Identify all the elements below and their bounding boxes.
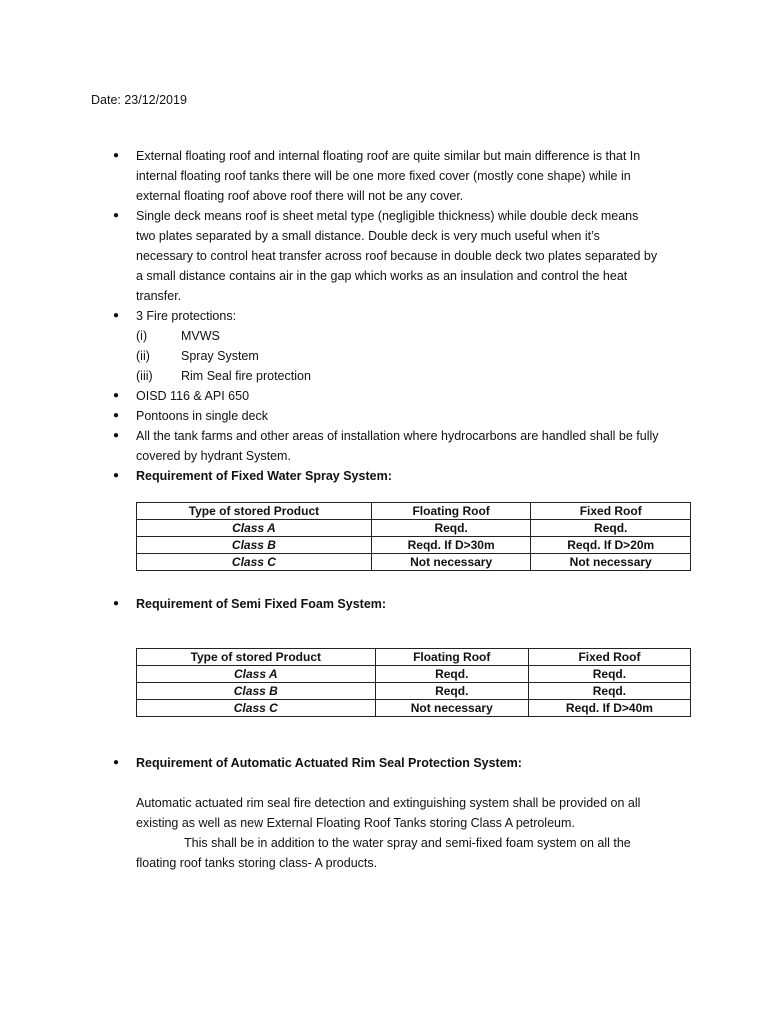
list-item (0, 594, 768, 614)
bullet-icon: ● (113, 390, 120, 401)
fixed-water-spray-table (136, 502, 691, 571)
table-cell: Reqd. (528, 683, 690, 700)
list-item (0, 753, 768, 773)
table-cell: Class B (137, 683, 376, 700)
section-heading: Requirement of Fixed Water Spray System: (136, 469, 392, 483)
list-item-text: All the tank farms and other areas of installation where hydrocarbons are handled shall be fully covered by hydrant System. (136, 429, 659, 463)
column-header: Fixed Roof (531, 503, 691, 520)
sub-list-item (0, 366, 768, 386)
table-header-row (137, 503, 691, 520)
table-cell: Not necessary (375, 700, 528, 717)
bullet-icon: ● (113, 210, 120, 221)
column-header: Floating Roof (375, 649, 528, 666)
bullet-icon: ● (113, 430, 120, 441)
list-item (0, 306, 768, 326)
table-cell: Reqd. (531, 520, 691, 537)
table-cell: Not necessary (371, 554, 531, 571)
sub-list-item (0, 346, 768, 366)
table-cell: Class A (137, 520, 372, 537)
paragraph-line: This shall be in addition to the water spray and semi-fixed foam system on all the (184, 836, 631, 850)
sub-list-number: (ii) (136, 349, 150, 363)
table-cell: Reqd. If D>20m (531, 537, 691, 554)
section-heading: Requirement of Semi Fixed Foam System: (136, 597, 387, 611)
paragraph-line: existing as well as new External Floating Roof Tanks storing Class A petroleum. (136, 816, 575, 830)
table-header-row (137, 649, 691, 666)
bullet-icon: ● (113, 598, 120, 609)
sub-list-text: Spray System (181, 349, 259, 363)
table-cell: Class C (137, 554, 372, 571)
bullet-icon: ● (113, 150, 120, 161)
bullet-icon: ● (113, 310, 120, 321)
column-header: Floating Roof (371, 503, 531, 520)
sub-list-text: Rim Seal fire protection (181, 369, 311, 383)
bullet-icon: ● (113, 470, 120, 481)
table-cell: Reqd. (375, 666, 528, 683)
table-row (137, 537, 691, 554)
table-cell: Class C (137, 700, 376, 717)
list-item-text: 3 Fire protections: (136, 309, 237, 323)
bullet-icon: ● (113, 410, 120, 421)
list-item (0, 426, 768, 466)
paragraph-line: floating roof tanks storing class- A products. (136, 856, 378, 870)
column-header: Fixed Roof (528, 649, 690, 666)
list-item (0, 386, 768, 406)
table-cell: Class B (137, 537, 372, 554)
sub-list-number: (iii) (136, 369, 153, 383)
document-date: Date: 23/12/2019 (91, 93, 187, 107)
table-row (137, 520, 691, 537)
table-row (137, 666, 691, 683)
table-row (137, 683, 691, 700)
semi-fixed-foam-table (136, 648, 691, 717)
table-cell: Class A (137, 666, 376, 683)
paragraph-line: Automatic actuated rim seal fire detection and extinguishing system shall be provided on all (136, 796, 641, 810)
column-header: Type of stored Product (137, 503, 372, 520)
table-cell: Reqd. (528, 666, 690, 683)
sub-list-item (0, 326, 768, 346)
sub-list-number: (i) (136, 329, 148, 343)
list-item (0, 406, 768, 426)
list-item-text: External floating roof and internal floating roof are quite similar but main difference is that In internal floating roof tanks there will be one more fixed cover (mostly cone shape) while in external floating roof above roof there will not be any cover. (136, 149, 641, 203)
list-item (0, 206, 768, 306)
table-cell: Reqd. (375, 683, 528, 700)
table-cell: Reqd. If D>30m (371, 537, 531, 554)
table-cell: Reqd. (371, 520, 531, 537)
list-item (0, 466, 768, 486)
table-row (137, 554, 691, 571)
bullet-icon: ● (113, 757, 120, 768)
sub-list-text: MVWS (181, 329, 220, 343)
table-cell: Reqd. If D>40m (528, 700, 690, 717)
table-row (137, 700, 691, 717)
table-cell: Not necessary (531, 554, 691, 571)
list-item-text: Single deck means roof is sheet metal type (negligible thickness) while double deck means two plates separated by a small distance. Double deck is very much useful when it’s necessary to control heat transfer across roof because in double deck two plates separated by a small distance contains air in the gap which works as an insulation and control the heat transfer. (136, 209, 658, 303)
section-heading: Requirement of Automatic Actuated Rim Seal Protection System: (136, 756, 522, 770)
list-item (0, 146, 768, 206)
list-item-text: Pontoons in single deck (136, 409, 269, 423)
list-item-text: OISD 116 & API 650 (136, 389, 250, 403)
column-header: Type of stored Product (137, 649, 376, 666)
notes-list (0, 146, 768, 486)
